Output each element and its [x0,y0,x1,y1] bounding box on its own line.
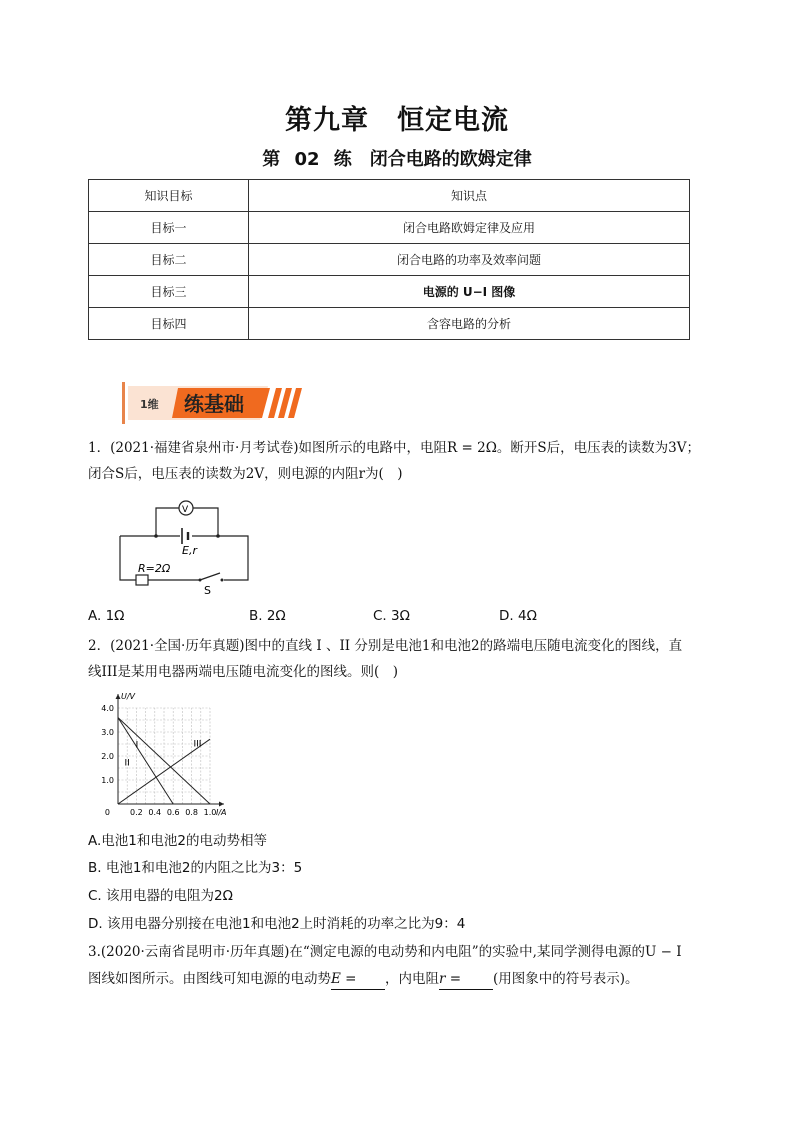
origin-label: 0 [104,808,110,817]
emf-label: E = [331,971,357,987]
voltmeter-wire-right [193,508,218,536]
switch-icon [200,573,220,580]
junction-dot [154,534,158,538]
source-label: E,r [182,544,197,557]
question2-line2: 线III是某用电器两端电压随电流变化的图线。则( ) [88,664,399,680]
x-tick-label: 0.6 [166,808,180,817]
question3-line1: 3.(2020·云南省昆明市·历年真题)在“测定电源的电动势和内电阻”的实验中,某同学测得电源的U − I [88,944,682,960]
option-b: B. 2Ω [249,608,286,624]
y-tick-label: 1.0 [101,776,114,785]
table-row [89,308,690,340]
y-axis-arrow [116,694,121,699]
banner-badge: 1维 [140,398,159,411]
section-banner [120,380,310,426]
question3-line2 [88,969,708,990]
lesson-title: 第 02 练 闭合电路的欧姆定律 [262,149,532,170]
goal-cell: 目标二 [89,244,249,276]
q3-text-a: 图线如图所示。由图线可知电源的电动势 [88,971,331,987]
x-axis-label: I/A [216,808,227,817]
voltmeter-label: V [182,505,189,515]
switch-contact [199,579,202,582]
resistor-label: R=2Ω [138,562,171,575]
y-tick-label: 2.0 [101,752,114,761]
goal-cell: 目标三 [89,276,249,308]
resistor-icon [136,575,148,585]
series-label: II [124,758,130,769]
emf-blank[interactable] [331,969,385,990]
x-tick-label: 0.4 [148,808,162,817]
q3-text-c: (用图象中的符号表示)。 [493,971,639,987]
q3-text-b: ，内电阻 [385,971,439,987]
question1-line2: 闭合S后，电压表的读数为2V，则电源的内阻r为( ) [88,466,403,482]
x-tick-label: 1.0 [203,808,217,817]
y-tick-label: 3.0 [101,728,114,737]
x-tick-label: 0.2 [130,808,143,817]
wire-left [120,536,136,580]
y-tick-label: 4.0 [101,704,114,713]
series-label: III [193,739,202,750]
voltmeter-wire-left [156,508,179,536]
point-cell: 闭合电路欧姆定律及应用 [249,212,690,244]
chapter-title: 第九章 恒定电流 [285,105,509,136]
question2-line1: 2．(2021·全国·历年真题)图中的直线 I 、II 分别是电池1和电池2的路端电压随电流变化的图线，直 [88,638,683,654]
resistance-blank[interactable] [439,969,493,990]
circuit-diagram [116,498,256,598]
banner-left-bar [122,382,125,424]
table-row [89,244,690,276]
goal-cell: 目标一 [89,212,249,244]
ui-graph [92,688,252,820]
banner-label: 练基础 [184,392,244,416]
header-cell-point: 知识点 [249,180,690,212]
x-tick-label: 0.8 [185,808,198,817]
junction-dot [216,534,220,538]
table-row [89,212,690,244]
x-axis-arrow [219,802,224,807]
option-d: D. 4Ω [499,608,537,624]
q2-option-c: C. 该用电器的电阻为2Ω [88,888,233,904]
point-cell: 闭合电路的功率及效率问题 [249,244,690,276]
series-line [118,718,210,804]
option-c: C. 3Ω [373,608,410,624]
switch-label: S [204,584,211,597]
y-axis-label: U/V [121,692,136,701]
series-label: I [135,740,139,751]
resistance-label: r = [439,971,462,987]
point-cell: 含容电路的分析 [249,308,690,340]
question1-line1: 1．(2021·福建省泉州市·月考试卷)如图所示的电路中，电阻R = 2Ω。断开S后，电压表的读数为3V； [88,440,700,456]
option-a: A. 1Ω [88,608,125,624]
table-header-row [89,180,690,212]
goals-table [88,179,690,340]
point-cell: 电源的 U−I 图像 [249,276,690,308]
header-cell-goal: 知识目标 [89,180,249,212]
q2-option-b: B. 电池1和电池2的内阻之比为3：5 [88,860,303,876]
goal-cell: 目标四 [89,308,249,340]
q2-option-a: A.电池1和电池2的电动势相等 [88,833,267,849]
switch-contact [221,579,224,582]
q2-option-d: D. 该用电器分别接在电池1和电池2上时消耗的功率之比为9：4 [88,916,466,932]
table-row [89,276,690,308]
